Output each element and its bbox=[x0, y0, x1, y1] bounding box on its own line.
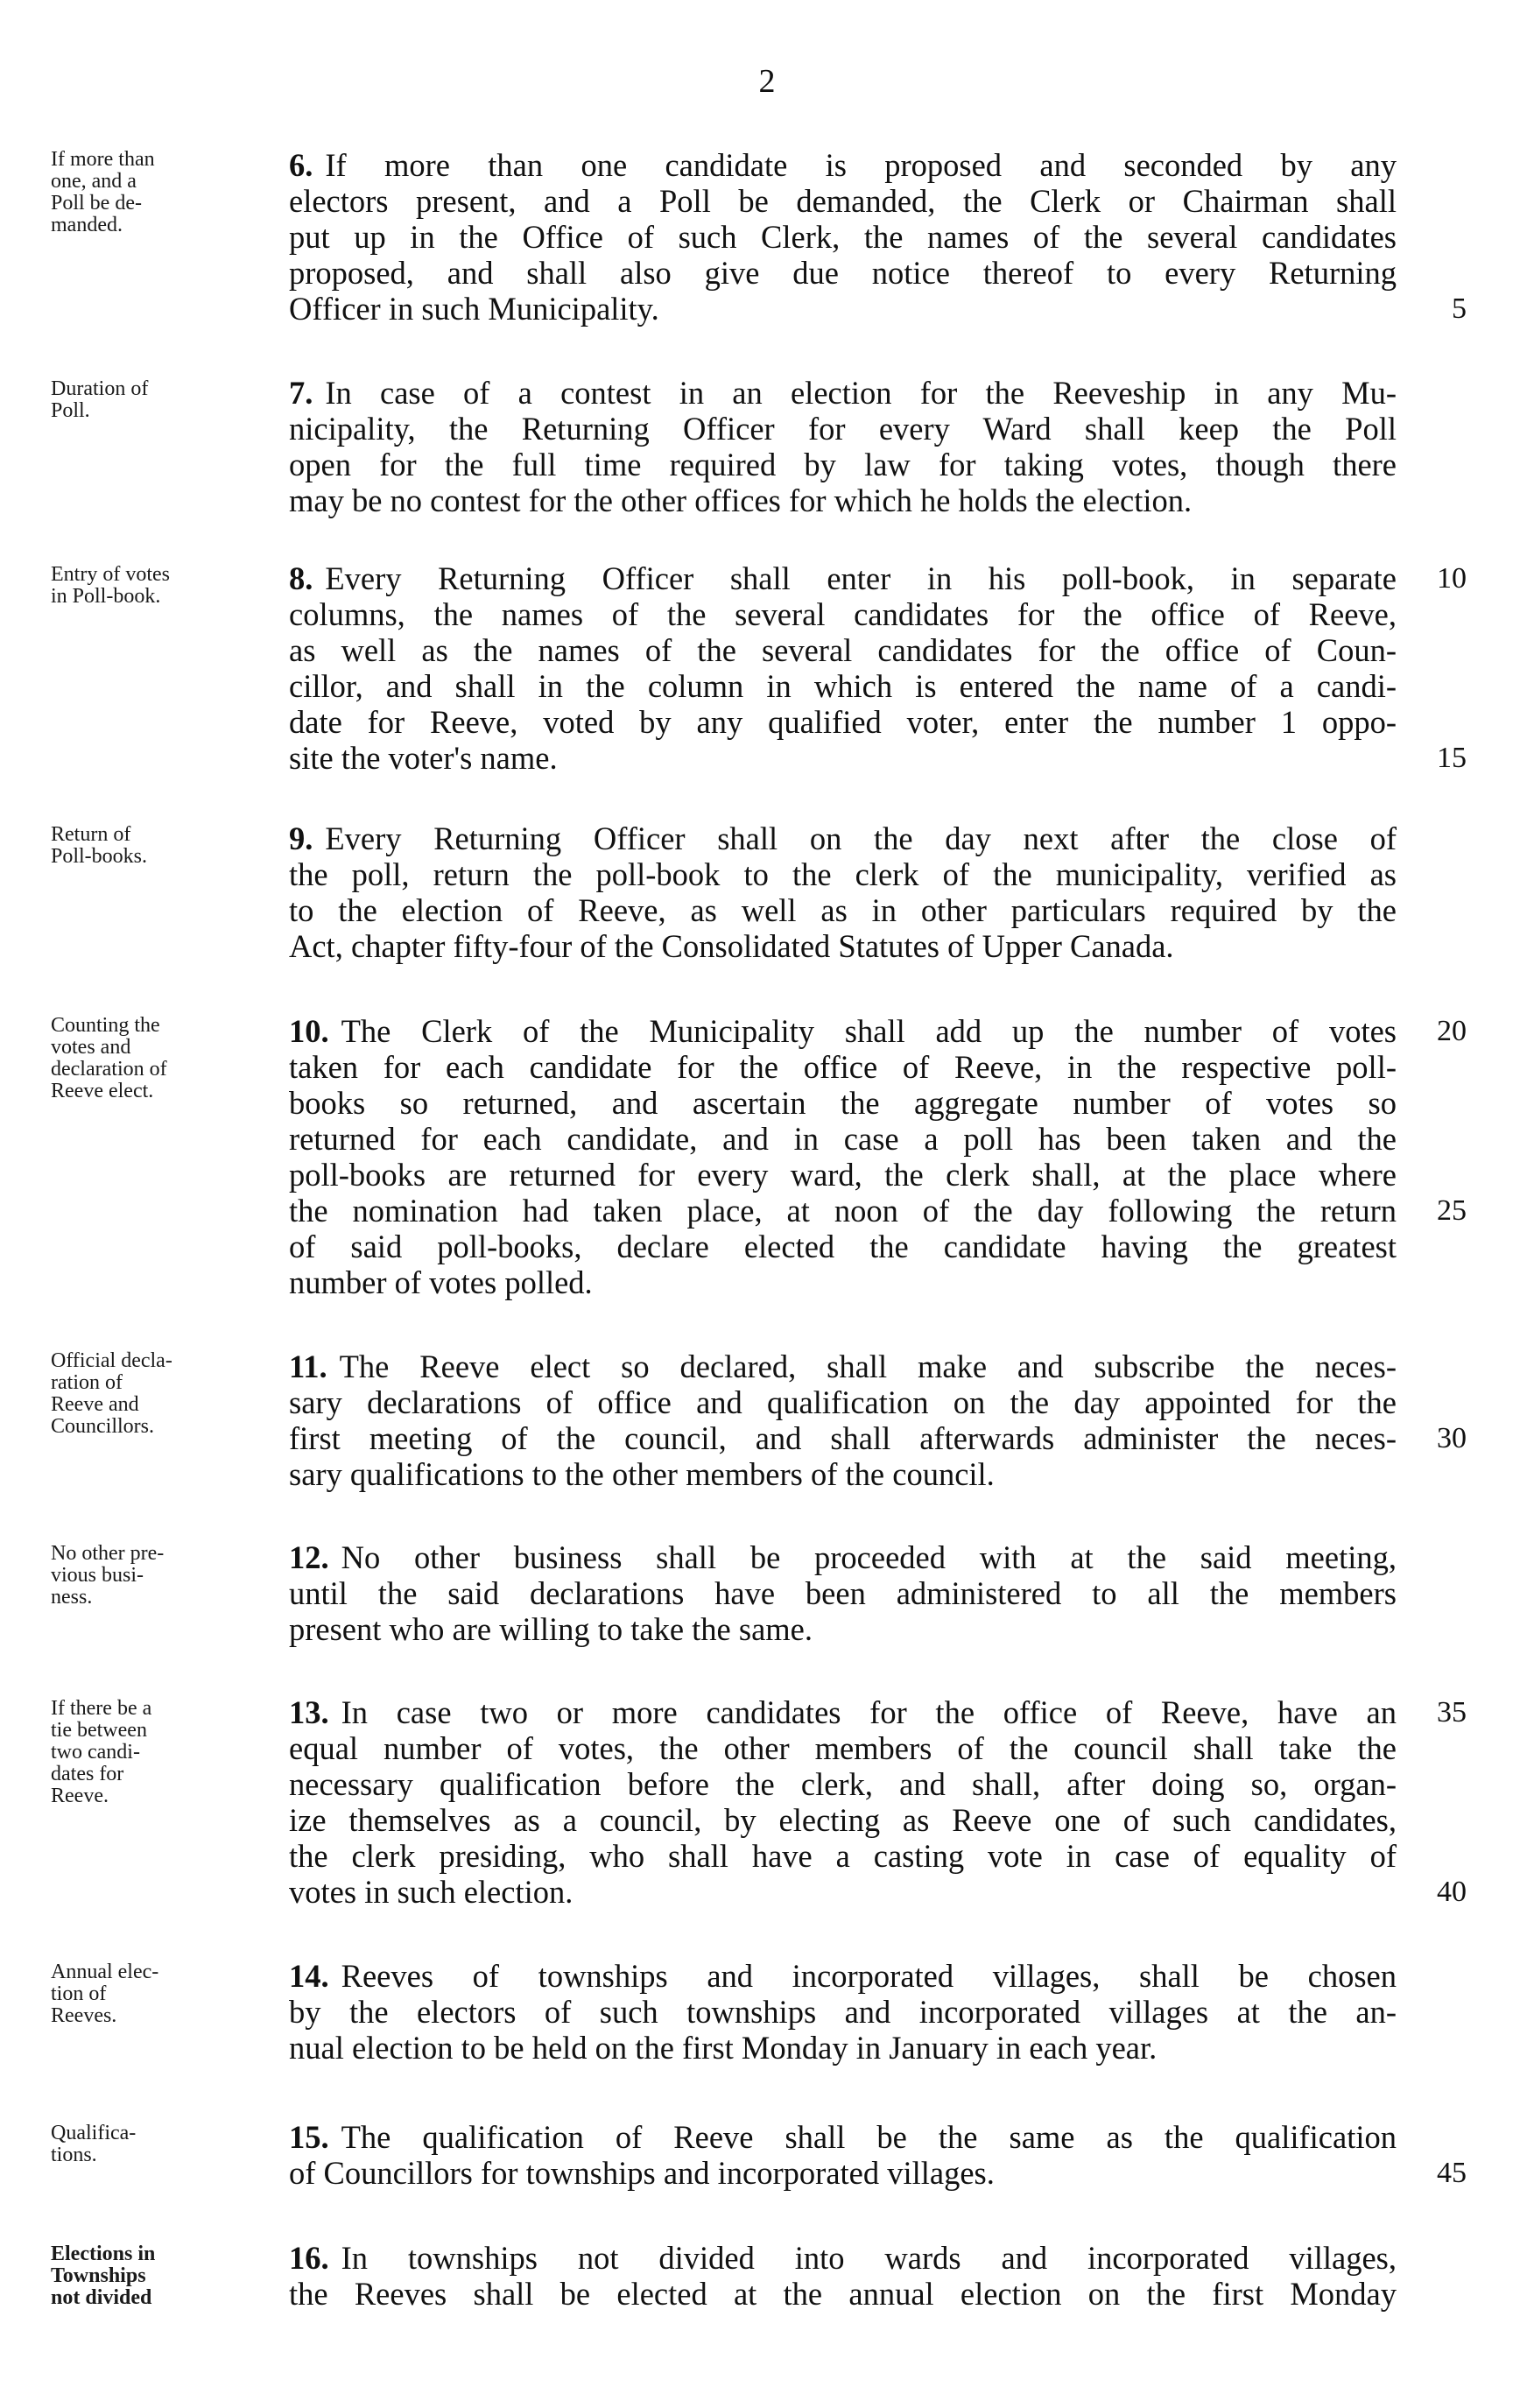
text-line: put up in the Office of such Clerk, the names of the several candidates bbox=[289, 219, 1397, 255]
line-number: 10 bbox=[1437, 562, 1467, 595]
section-number: 13. bbox=[289, 1694, 329, 1730]
section-text bbox=[289, 375, 1397, 518]
section-text bbox=[289, 1013, 1397, 1300]
text-line: 10. The Clerk of the Municipality shall add up the number of votes bbox=[289, 1013, 1397, 1049]
line-number: 15 bbox=[1437, 742, 1467, 774]
text-line: sary qualifications to the other members of the council. bbox=[289, 1456, 995, 1492]
section-text bbox=[289, 1539, 1397, 1647]
line-number: 30 bbox=[1437, 1422, 1467, 1454]
margin-note: Entry of votes in Poll-book. bbox=[51, 563, 170, 608]
section-number: 9. bbox=[289, 820, 313, 856]
text-line: 15. The qualification of Reeve shall be the same as the qualification bbox=[289, 2119, 1397, 2155]
text-line: the poll, return the poll-book to the clerk of the municipality, verified as bbox=[289, 856, 1397, 892]
text-line: equal number of votes, the other members of the council shall take the bbox=[289, 1730, 1397, 1766]
text-line: open for the full time required by law for taking votes, though there bbox=[289, 447, 1397, 482]
text-line: 11. The Reeve elect so declared, shall make and subscribe the neces- bbox=[289, 1348, 1397, 1384]
margin-note: Duration of Poll. bbox=[51, 377, 149, 422]
text-line: poll-books are returned for every ward, the clerk shall, at the place where bbox=[289, 1157, 1397, 1193]
section-text bbox=[289, 2119, 1397, 2191]
text-line: as well as the names of the several candidates for the office of Coun- bbox=[289, 632, 1397, 668]
text-line: date for Reeve, voted by any qualified voter, enter the number 1 oppo- bbox=[289, 704, 1397, 740]
margin-note: If more than one, and a Poll be de- manded. bbox=[51, 148, 155, 236]
text-line: to the election of Reeve, as well as in other particulars required by the bbox=[289, 892, 1397, 928]
text-line: books so returned, and ascertain the aggregate number of votes so bbox=[289, 1085, 1397, 1121]
text-line: Officer in such Municipality. bbox=[289, 291, 659, 327]
text-line: of Councillors for townships and incorporated villages. bbox=[289, 2155, 995, 2191]
text-line: the clerk presiding, who shall have a casting vote in case of equality of bbox=[289, 1838, 1397, 1874]
section-number: 6. bbox=[289, 147, 313, 183]
page-number: 2 bbox=[758, 63, 776, 100]
text-line: returned for each candidate, and in case a poll has been taken and the bbox=[289, 1121, 1397, 1157]
margin-note: Elections in Townships not divided bbox=[51, 2243, 156, 2309]
line-number: 5 bbox=[1452, 292, 1467, 325]
line-number: 45 bbox=[1437, 2157, 1467, 2189]
margin-note: Counting the votes and declaration of Reeve elect. bbox=[51, 1014, 167, 1102]
text-line: Act, chapter fifty-four of the Consolidated Statutes of Upper Canada. bbox=[289, 928, 1174, 964]
section-number: 16. bbox=[289, 2240, 329, 2276]
text-line: 9. Every Returning Officer shall on the day next after the close of bbox=[289, 820, 1397, 856]
section-text bbox=[289, 820, 1397, 964]
line-number: 35 bbox=[1437, 1696, 1467, 1729]
text-line: 12. No other business shall be proceeded with at the said meeting, bbox=[289, 1539, 1397, 1575]
text-line: sary declarations of office and qualification on the day appointed for the bbox=[289, 1384, 1397, 1420]
section-number: 11. bbox=[289, 1348, 327, 1384]
text-line: columns, the names of the several candidates for the office of Reeve, bbox=[289, 596, 1397, 632]
text-line: number of votes polled. bbox=[289, 1264, 593, 1300]
section-text bbox=[289, 1348, 1397, 1492]
text-line: 14. Reeves of townships and incorporated villages, shall be chosen bbox=[289, 1958, 1397, 1994]
text-line: taken for each candidate for the office of Reeve, in the respective poll- bbox=[289, 1049, 1397, 1085]
text-line: proposed, and shall also give due notice thereof to every Returning bbox=[289, 255, 1397, 291]
section-number: 14. bbox=[289, 1958, 329, 1994]
margin-note: If there be a tie between two candi- dates for Reeve. bbox=[51, 1697, 152, 1807]
text-line: present who are willing to take the same. bbox=[289, 1611, 813, 1647]
section-number: 10. bbox=[289, 1013, 329, 1049]
margin-note: Qualifica- tions. bbox=[51, 2122, 137, 2166]
section-text bbox=[289, 560, 1397, 776]
margin-note: Official decla- ration of Reeve and Councillors. bbox=[51, 1349, 172, 1438]
section-text bbox=[289, 1958, 1397, 2066]
text-line: cillor, and shall in the column in which is entered the name of a candi- bbox=[289, 668, 1397, 704]
section-text bbox=[289, 147, 1397, 327]
text-line: of said poll-books, declare elected the candidate having the greatest bbox=[289, 1229, 1397, 1264]
section-number: 7. bbox=[289, 375, 313, 411]
margin-note: No other pre- vious busi- ness. bbox=[51, 1542, 165, 1609]
line-number: 25 bbox=[1437, 1194, 1467, 1227]
text-line: the nomination had taken place, at noon of the day following the return bbox=[289, 1193, 1397, 1229]
text-line: 7. In case of a contest in an election for the Reeveship in any Mu- bbox=[289, 375, 1397, 411]
section-text bbox=[289, 1694, 1397, 1910]
text-line: first meeting of the council, and shall afterwards administer the neces- bbox=[289, 1420, 1397, 1456]
section-number: 8. bbox=[289, 560, 313, 596]
text-line: electors present, and a Poll be demanded, the Clerk or Chairman shall bbox=[289, 183, 1397, 219]
line-number: 40 bbox=[1437, 1876, 1467, 1908]
margin-note: Return of Poll-books. bbox=[51, 823, 148, 868]
margin-note: Annual elec- tion of Reeves. bbox=[51, 1961, 159, 2027]
text-line: the Reeves shall be elected at the annual election on the first Monday bbox=[289, 2276, 1397, 2312]
section-text bbox=[289, 2240, 1397, 2312]
section-number: 15. bbox=[289, 2119, 329, 2155]
text-line: may be no contest for the other offices for which he holds the election. bbox=[289, 482, 1193, 518]
text-line: 8. Every Returning Officer shall enter in his poll-book, in separate bbox=[289, 560, 1397, 596]
text-line: nicipality, the Returning Officer for every Ward shall keep the Poll bbox=[289, 411, 1397, 447]
text-line: until the said declarations have been administered to all the members bbox=[289, 1575, 1397, 1611]
text-line: 13. In case two or more candidates for the office of Reeve, have an bbox=[289, 1694, 1397, 1730]
text-line: 16. In townships not divided into wards and incorporated villages, bbox=[289, 2240, 1397, 2276]
text-line: site the voter's name. bbox=[289, 740, 558, 776]
line-number: 20 bbox=[1437, 1015, 1467, 1047]
text-line: ize themselves as a council, by electing as Reeve one of such candidates, bbox=[289, 1802, 1397, 1838]
text-line: votes in such election. bbox=[289, 1874, 573, 1910]
section-number: 12. bbox=[289, 1539, 329, 1575]
text-line: 6. If more than one candidate is proposed and seconded by any bbox=[289, 147, 1397, 183]
text-line: by the electors of such townships and incorporated villages at the an- bbox=[289, 1994, 1397, 2030]
text-line: necessary qualification before the clerk, and shall, after doing so, organ- bbox=[289, 1766, 1397, 1802]
text-line: nual election to be held on the first Monday in January in each year. bbox=[289, 2030, 1158, 2066]
